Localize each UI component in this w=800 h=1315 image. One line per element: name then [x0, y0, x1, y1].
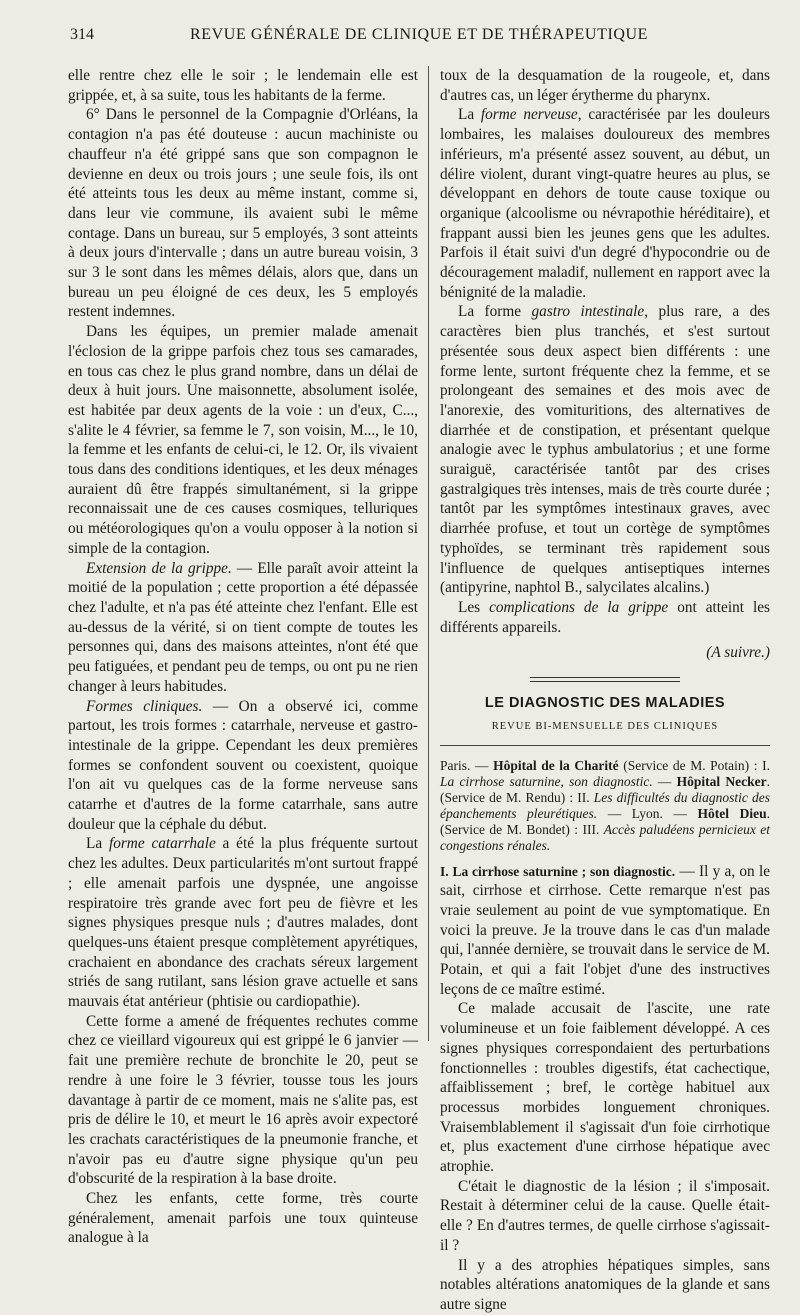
italic-term: forme nerveuse [480, 106, 578, 124]
italic-term: complications de la grippe [489, 598, 669, 616]
paragraph: Dans les équipes, un premier malade amenait l'éclosion de la grippe parfois chez tous ses camarades, en tous cas chez le plus grand nombre, dans un délai de deux à huit jours. Une maisonnette, absolument isolée, est habitée par deux agents de la voie : un d'eux, C..., s'alite le 4 février, sa femme le 7, son voisin, M..., le 10, la femme et les enfants de celui-ci, le 12. Or, ils vivaient tous dans des conditions identiques, et les deux ménages auraient dû être frappés simultanément, si la grippe reconnaissait une de ces causes cosmiques, telluriques ou météorologiques qu'on a voulu opposer à la notion si simple de la contagion. [68, 323, 418, 557]
text-span: La [86, 835, 109, 853]
toc-hospital: Hôtel Dieu [697, 805, 767, 821]
section-subtitle: REVUE BI-MENSUELLE DES CLINIQUES [491, 720, 719, 732]
paragraph-text: — Il y a, on le sait, cirrhose et cirrhose. Cette remarque n'est pas vraie seulement au point de vue symptomatique. En voici la preuve. Je la trouve dans le cas d'un malade qui, l'année dernière, se trouvait dans le service de M. Potain, et qui a fait l'objet d'une des instructives leçons de ce maître estimé. [440, 862, 771, 998]
right-column [440, 66, 770, 1315]
section-rule [440, 745, 770, 746]
text-span: La forme [458, 303, 532, 321]
section-divider [530, 677, 680, 682]
to-be-continued: (A suivre.) [706, 644, 770, 662]
text-span: , caractérisée par les douleurs lombaires, les malaises douloureux des membres inférieurs, m'a présenté assez souvent, au début, un délire violent, durant vingt-quatre heures au plus, se développant en dehors de toute cause toxique ou organique (alcoolisme ou névrapothie héréditaire), et frappant aussi bien les jeunes gens que les adultes. Parfois il était suivi d'un degré d'hypocondrie ou de découragement maladif, nullement en rapport avec la bénignité de la maladie. [440, 106, 770, 301]
paragraph: Il y a des atrophies hépatiques simples, sans notables altérations anatomiques de la glande et sans autre signe [440, 1256, 770, 1313]
toc-text: — [652, 773, 677, 789]
toc-topic: La cirrhose saturnine, son diagnostic. [440, 773, 653, 789]
paragraph: Chez les enfants, cette forme, très courte généralement, amenait parfois une toux quinteuse analogue à la [68, 1190, 418, 1247]
toc-text: Paris. — [440, 757, 494, 773]
toc-text: (Service de M. Potain) : I. [618, 757, 771, 773]
paragraph-lead: Formes cliniques. [86, 697, 203, 715]
toc-hospital: Hôpital de la Charité [493, 757, 619, 773]
paragraph [440, 302, 770, 598]
paragraph: 6° Dans le personnel de la Compagnie d'Orléans, la contagion n'a pas été douteuse : aucun machiniste ou chauffeur n'a été grippé sans que son compagnon le devienne en deux ou trois jours ; une seule fois, ils ont été atteints tous les deux au même instant, comme si, dans leur vie commune, ils avaient subi le même contage. Dans un bureau, sur 5 employés, 3 sont atteints à deux jours d'intervalle ; dans un autre bureau voisin, 3 sur 3 le sont dans les mêmes délais, alors que, dans un bureau un peu éloigné de ces deux, les 5 employés restent indemnes. [68, 106, 418, 321]
paragraph [68, 559, 418, 697]
toc-text: . (Service de M. Rendu) : II. [440, 773, 771, 805]
toc-topic: Les difficultés du diagnostic des épanchements pleurétiques. [440, 789, 770, 821]
text-span: a été la plus fréquente surtout chez les adultes. Deux particularités m'ont surtout frappé ; elle amenait parfois une dyspnée, une angoisse respiratoire très grande avec fort peu de fièvre et les signes physiques presque nuls ; d'autres malades, dont quelques-uns étaient presque complètement apyrétiques, crachaient en abondance des crachats séreux largement striés de sang rutilant, sans lésion grave actuelle et sans mauvais état antérieur (phtisie ou cardiopathie). [68, 835, 418, 1011]
subsection-heading: I. La cirrhose saturnine ; son diagnostic. [440, 863, 676, 879]
paragraph: Ce malade accusait de l'ascite, une rate volumineuse et un foie faiblement développé. A ces signes physiques correspondaient des perturbations fonctionnelles : troubles digestifs, état cachectique, affaiblissement ; bref, le cortège habituel aux processus morbides longuement chroniques. Vraisemblablement il s'agissait d'un foie cirrhotique et, plus exactement d'une cirrhose hépatique avec atrophie. [440, 1000, 770, 1176]
column-divider [428, 66, 429, 1041]
paragraph [440, 862, 770, 1000]
toc-text: — Lyon. — [597, 805, 698, 821]
paragraph-text: — On a observé ici, comme partout, les trois formes : catarrhale, nerveuse et gastro-intestinale de la grippe. Cependant les deux premières formes se confondent souvent ou coexistent, quoique l'on ait vu quelques cas de la forme nerveuse sans catarrhe et d'autres de la forme catarrhale, sans autre douleur que la céphale du début. [68, 697, 418, 833]
page-number: 314 [70, 26, 94, 43]
text-span: , plus rare, a des caractères bien plus tranchés, et s'est surtout présentée sous deux aspect bien différents : une forme lente, surtont fréquente chez la femme, et se prolongeant des semaines et des mois avec de l'anorexie, des vomituritions, des alternatives de diarrhée et de constipation, et présentant quelque analogie avec le typhus ambulatorius ; et une forme suraiguë, caractérisée tantôt par des crises gastralgiques très intenses, mais de très courte durée ; tantôt par les symptômes intestinaux graves, avec diarrhée profuse, et tout un cortège de symptômes typhoïdes, se terminant très rapidement sous l'influence de quelques antiseptiques internes (antipyrine, naphtol B., salycilates alcalins.) [440, 303, 770, 597]
paragraph-text: — Elle paraît avoir atteint la moitié de la population ; cette proportion a été dépassée chez l'adulte, et n'a pas été atteinte chez l'enfant. Elle est au-dessus de la vérité, si on tient compte de toutes les personnes qui, dans des maisons atteintes, n'ont été que peu fatiguées, et pendant peu de temps, ou ont pu ne rien changer à leurs habitudes. [68, 559, 418, 695]
paragraph [68, 697, 418, 835]
paragraph-lead: Extension de la grippe. [86, 559, 232, 577]
italic-term: gastro intestinale [531, 303, 645, 321]
summary-block [440, 758, 770, 854]
paragraph: toux de la desquamation de la rougeole, et, dans d'autres cas, un léger érytherme du pharynx. [440, 67, 770, 104]
toc-topic: Accès paludéens pernicieux et congestions rénales. [440, 821, 770, 853]
italic-term: forme catarrhale [108, 835, 216, 853]
text-span: Les [458, 598, 490, 616]
toc-text: . (Service de M. Bondet) : III. [440, 805, 770, 837]
left-column [68, 66, 418, 1248]
toc-hospital: Hôpital Necker [676, 773, 767, 789]
section-title: LE DIAGNOSTIC DES MALADIES [484, 695, 726, 712]
paragraph: C'était le diagnostic de la lésion ; il s'imposait. Restait à déterminer celui de la cause. Quelle était-elle ? En d'autres termes, de quelle cirrhose s'agissait-il ? [440, 1177, 770, 1254]
paragraph: elle rentre chez elle le soir ; le lendemain elle est grippée, et, à sa suite, tous les habitants de la ferme. [68, 67, 418, 104]
text-span: La [458, 106, 481, 124]
page-header [0, 22, 800, 52]
running-title: REVUE GÉNÉRALE DE CLINIQUE ET DE THÉRAPEUTIQUE [190, 26, 649, 43]
paragraph [440, 598, 770, 637]
paragraph [440, 105, 770, 302]
text-span: ont atteint les différents appareils. [440, 598, 770, 636]
paragraph [68, 834, 418, 1011]
paragraph: Cette forme a amené de fréquentes rechutes comme chez ce vieillard vigoureux qui est grippé le 6 janvier — fait une première rechute de bronchite le 20, peut se rendre à une foire le 3 février, tousse tous les jours davantage à partir de ce moment, mais ne s'alite pas, est pris de délire le 10, et meurt le 16 après avoir expectoré les crachats caractéristiques de la pneumonie franche, et n'avoir pas eu d'autre signe physique qu'un peu d'obscurité de la respiration à la base droite. [68, 1012, 418, 1188]
